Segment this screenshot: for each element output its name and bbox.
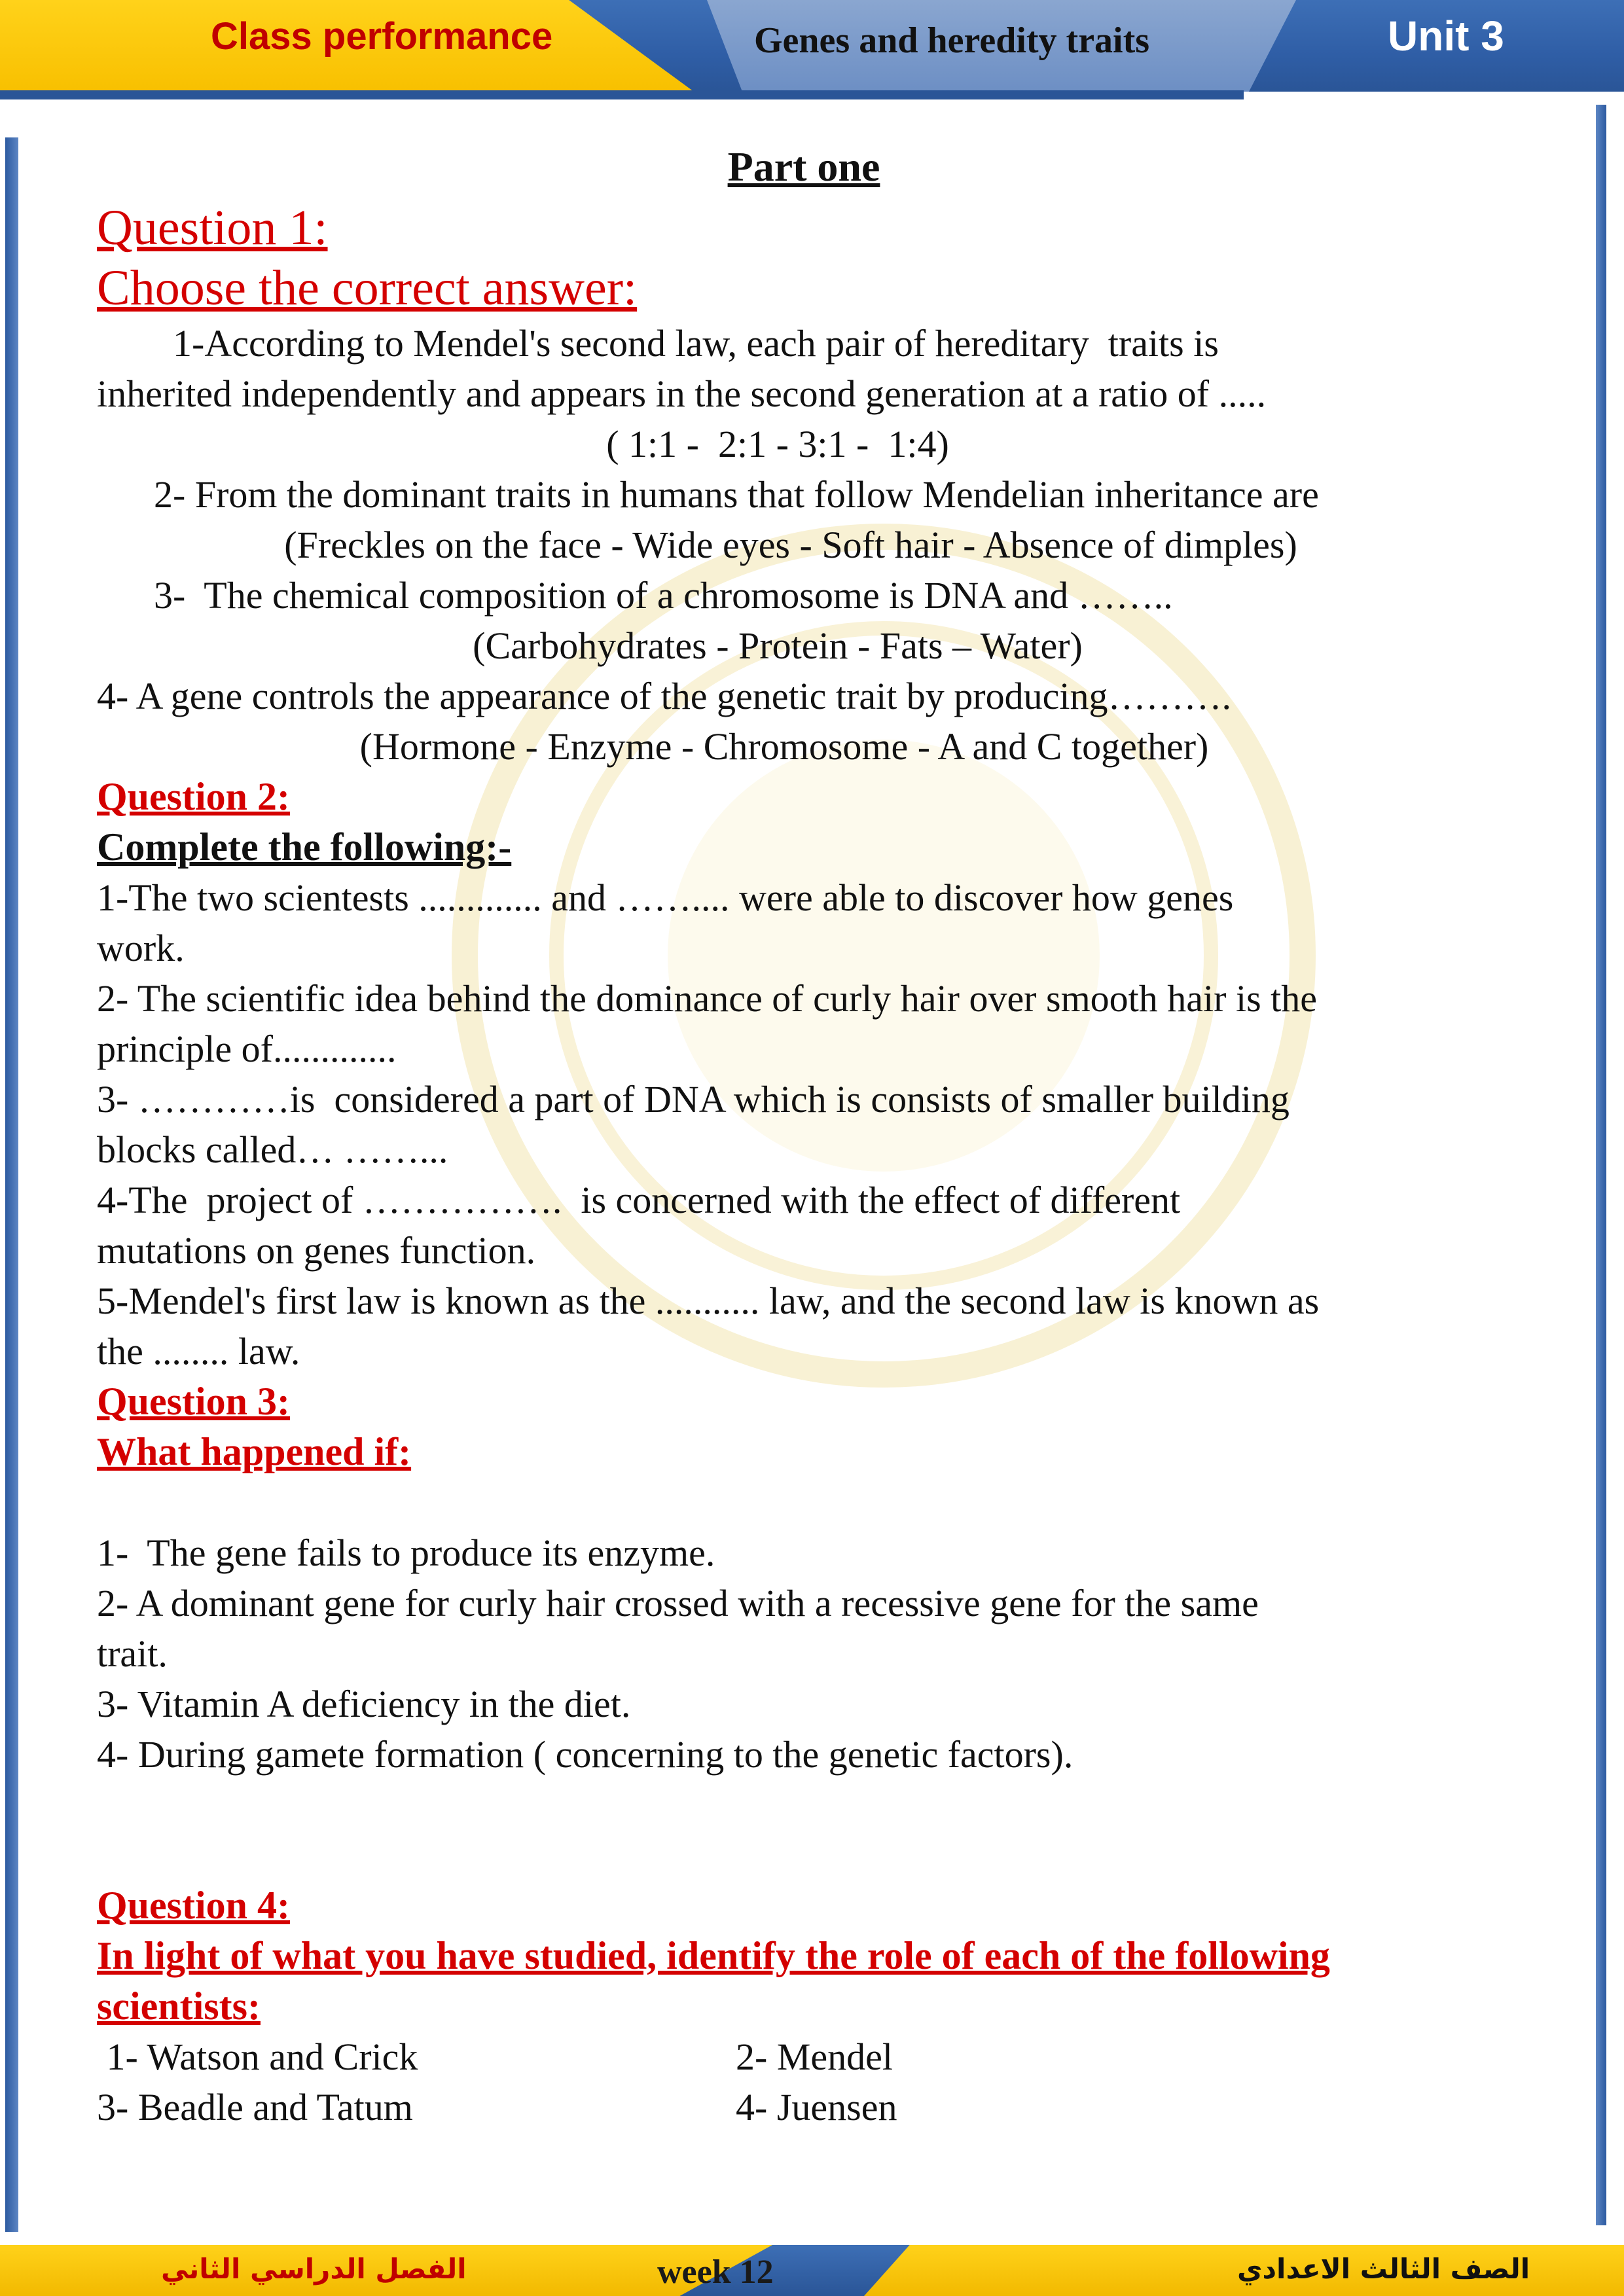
q2-line: blocks called… ……... <box>97 1128 448 1171</box>
q1-choices: (Freckles on the face - Wide eyes - Soft hair - Absence of dimples) <box>284 524 1297 566</box>
question-3-heading: Question 3: <box>97 1380 291 1423</box>
question-4-heading: Question 4: <box>97 1884 291 1927</box>
scientist-item: 3- Beadle and Tatum <box>97 2086 413 2128</box>
question-2-instruction: Complete the following:- <box>97 825 512 869</box>
page-frame-right <box>1596 105 1606 2225</box>
header-underline <box>0 90 1244 99</box>
footer-grade-label: الصف الثالث الاعدادي <box>1237 2253 1530 2285</box>
q3-line: 3- Vitamin A deficiency in the diet. <box>97 1683 631 1725</box>
q2-line: work. <box>97 927 185 969</box>
q1-line: 4- A gene controls the appearance of the genetic trait by producing………. <box>97 675 1231 717</box>
footer-semester-label: الفصل الدراسي الثاني <box>161 2253 467 2285</box>
scientist-item: 4- Juensen <box>736 2086 897 2128</box>
q1-choices: ( 1:1 - 2:1 - 3:1 - 1:4) <box>606 423 949 465</box>
q1-line: inherited independently and appears in the second generation at a ratio of ..... <box>97 372 1267 415</box>
scientist-item: 1- Watson and Crick <box>97 2036 418 2078</box>
scientists-row <box>97 2032 1511 2082</box>
q3-line: 4- During gamete formation ( concerning to the genetic factors). <box>97 1733 1074 1776</box>
question-4-instruction: In light of what you have studied, identify the role of each of the following <box>97 1934 1330 1977</box>
page-title: Part one <box>727 143 880 190</box>
scientists-row <box>97 2082 1511 2132</box>
header-topic-title: Genes and heredity traits <box>754 20 1150 61</box>
q2-line: 3- …………is considered a part of DNA which is consists of smaller building <box>97 1078 1290 1121</box>
q2-line: 1-The two scientests ............. and …….... were able to discover how genes <box>97 876 1234 919</box>
q3-line: trait. <box>97 1632 168 1675</box>
page-frame-left <box>5 137 18 2232</box>
question-3-instruction: What happened if: <box>97 1430 412 1473</box>
q2-line: 5-Mendel's first law is known as the ........... law, and the second law is known as <box>97 1280 1320 1322</box>
q1-choices: (Carbohydrates - Protein - Fats – Water) <box>473 624 1083 667</box>
worksheet-body <box>97 143 1511 2132</box>
q2-line: mutations on genes function. <box>97 1229 536 1272</box>
q1-line: 2- From the dominant traits in humans that follow Mendelian inheritance are <box>97 473 1319 516</box>
footer-week-label: week 12 <box>657 2253 774 2291</box>
page-footer <box>0 2237 1624 2296</box>
q3-line: 1- The gene fails to produce its enzyme. <box>97 1532 715 1574</box>
q2-line: 2- The scientific idea behind the dominance of curly hair over smooth hair is the <box>97 977 1318 1020</box>
header-unit-label: Unit 3 <box>1388 12 1504 60</box>
page-header <box>0 0 1624 98</box>
q3-line: 2- A dominant gene for curly hair crossed with a recessive gene for the same <box>97 1582 1259 1624</box>
header-class-performance: Class performance <box>211 15 553 58</box>
scientist-item: 2- Mendel <box>736 2036 893 2078</box>
q1-choices: (Hormone - Enzyme - Chromosome - A and C together) <box>359 725 1209 768</box>
spacer <box>97 1830 1511 1880</box>
q1-line: 1-According to Mendel's second law, each pair of hereditary traits is <box>97 322 1219 365</box>
q2-line: the ........ law. <box>97 1330 300 1372</box>
q1-line: 3- The chemical composition of a chromosome is DNA and …….. <box>97 574 1173 617</box>
spacer <box>97 1780 1511 1830</box>
question-1-heading: Question 1: <box>97 200 328 255</box>
spacer <box>97 1477 1511 1528</box>
question-4-instruction-cont: scientists: <box>97 1984 261 2028</box>
q2-line: 4-The project of ……………. is concerned with the effect of different <box>97 1179 1181 1221</box>
question-1-instruction: Choose the correct answer: <box>97 260 638 315</box>
q2-line: principle of............. <box>97 1028 397 1070</box>
question-2-heading: Question 2: <box>97 775 291 818</box>
